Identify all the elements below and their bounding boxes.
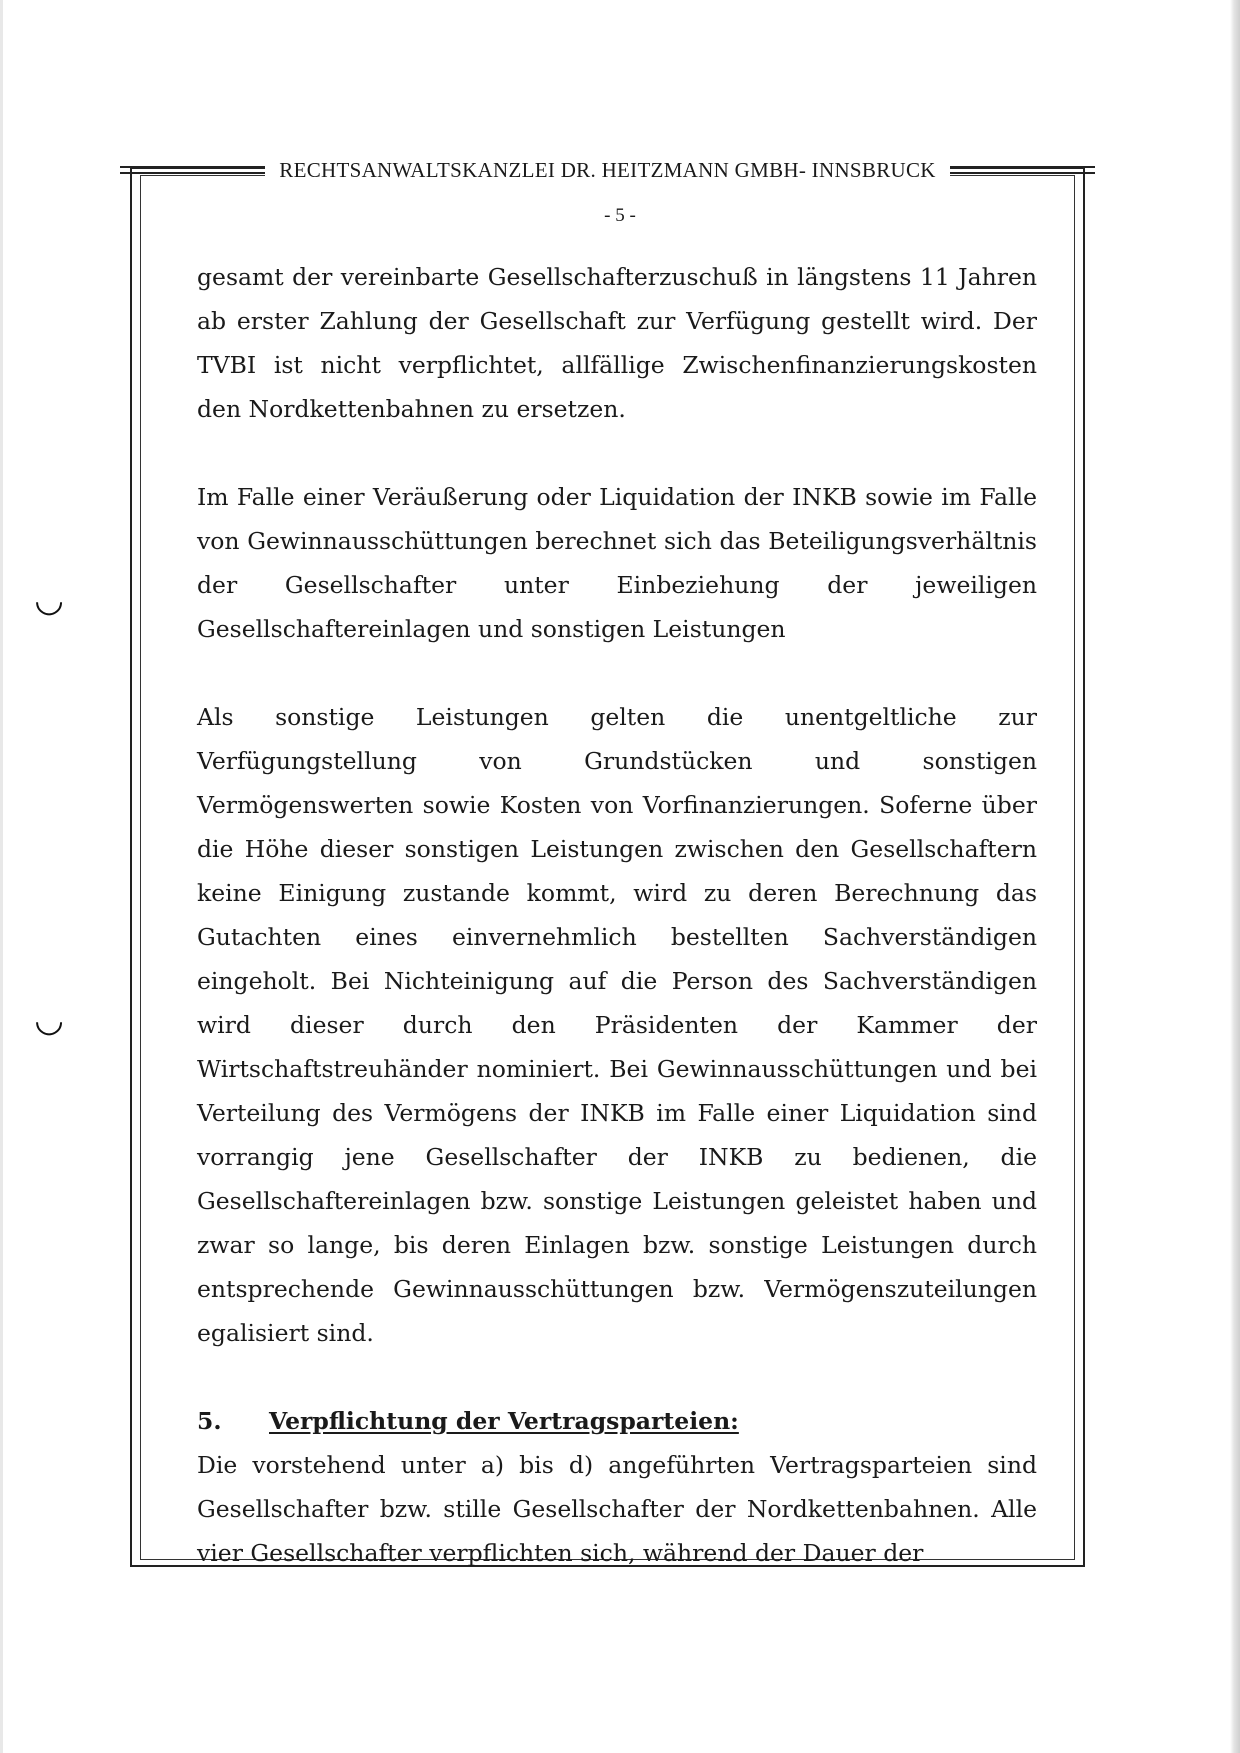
section-number: 5. xyxy=(197,1407,222,1435)
section-text: Die vorstehend unter a) bis d) angeführten Vertragsparteien sind Gesellschafter bzw. stille Gesellschafter der Nordkettenbahnen. Alle vier Gesellschafter verpflichten sich, während der Dauer der xyxy=(197,1451,1037,1567)
paragraph-contribution-term: gesamt der vereinbarte Gesellschafterzuschuß in längstens 11 Jahren ab erster Zahlung der Gesellschaft zur Verfügung gestellt wird. Der TVBI ist nicht verpflichtet, allfällige Zwischenfinanzierungskosten den Nordkettenbahnen zu ersetzen. xyxy=(197,263,1037,423)
header-rule-right xyxy=(950,166,1095,174)
paragraph-sale-liquidation: Im Falle einer Veräußerung oder Liquidation der INKB sowie im Falle von Gewinnausschüttungen berechnet sich das Beteiligungsverhältnis der Gesellschafter unter Einbeziehung der jeweiligen Gesellschaftereinlagen und sonstigen Leistungen xyxy=(197,483,1037,643)
section-heading xyxy=(197,1399,1037,1443)
header-rule-left xyxy=(120,166,265,174)
punch-hole-mark-icon: ◡ xyxy=(36,1000,63,1040)
scan-edge-right xyxy=(1230,0,1240,1753)
paragraph-other-contributions: Als sonstige Leistungen gelten die unentgeltliche zur Verfügungstellung von Grundstücken und sonstigen Vermögenswerten sowie Kosten von Vorfinanzierungen. Soferne über die Höhe dieser sonstigen Leistungen zwischen den Gesellschaftern keine Einigung zustande kommt, wird zu deren Berechnung das Gutachten eines einvernehmlich bestellten Sachverständigen eingeholt. Bei Nichteinigung auf die Person des Sachverständigen wird dieser durch den Präsidenten der Kammer der Wirtschaftstreuhänder nominiert. Bei Gewinnausschüttungen und bei Verteilung des Vermögens der INKB im Falle einer Liquidation sind vorrangig jene Gesellschafter der INKB zu bedienen, die Gesellschaftereinlagen bzw. sonstige Leistungen geleistet haben und zwar so lange, bis deren Einlagen bzw. sonstige Leistungen durch entsprechende Gewinnausschüttungen bzw. Vermögenszuteilungen egalisiert sind. xyxy=(197,703,1037,1347)
scan-edge-left xyxy=(0,0,3,1753)
letterhead xyxy=(120,150,1095,190)
document-body xyxy=(197,255,1037,1575)
punch-hole-mark-icon: ◡ xyxy=(36,580,63,620)
section-title: Verpflichtung der Vertragsparteien: xyxy=(269,1407,739,1435)
firm-name: RECHTSANWALTSKANZLEI DR. HEITZMANN GMBH- INNSBRUCK xyxy=(265,158,949,183)
page-number: - 5 - xyxy=(604,205,636,226)
